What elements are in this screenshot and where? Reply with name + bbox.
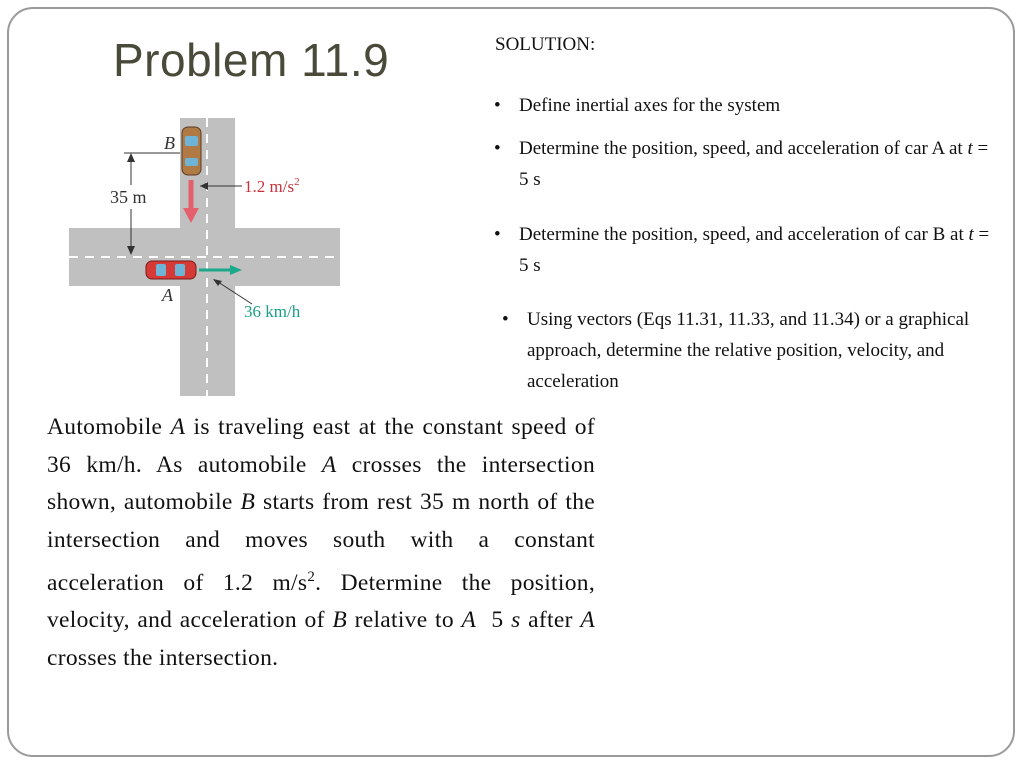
dimension-arrowhead-top [127,153,135,162]
speed-label: 36 km/h [244,302,301,321]
solution-bullet-4: • Using vectors (Eqs 11.31, 11.33, and 11.34) or a graphical approach, determine the relative position, velocity, and acceleration [527,304,1007,397]
problem-statement: Automobile A is traveling east at the constant speed of 36 km/h. As automobile A crosses the intersection shown, automobile B starts from rest 35 m north of the intersection and moves south with a constant acceleration of 1.2 $m/s^2$. Determine the position, velocity, and acceleration of B relative to A 5 s after A crosses the intersection. [47,414,595,671]
slide-title: Problem 11.9 [113,34,390,86]
solution-bullet-2: • Determine the position, speed, and acceleration of car A at t = 5 s [519,133,999,195]
bullet-dot: • [494,224,501,245]
intersection-diagram [60,110,340,400]
car-a-label: A [162,285,173,305]
car-b-label: B [164,133,175,153]
acceleration-label: 1.2 $m/s^2$ [244,176,300,196]
bullet-dot: • [494,138,501,159]
car-b [182,127,201,175]
distance-label: 35 m [110,187,147,207]
solution-heading: SOLUTION: [495,34,596,55]
bullet-dot: • [494,95,501,116]
solution-bullet-1: • Define inertial axes for the system [519,90,999,121]
bullet-dot: • [502,309,509,330]
solution-bullet-3: • Determine the position, speed, and acceleration of car B at t = 5 s [519,219,999,281]
car-a [146,261,196,279]
